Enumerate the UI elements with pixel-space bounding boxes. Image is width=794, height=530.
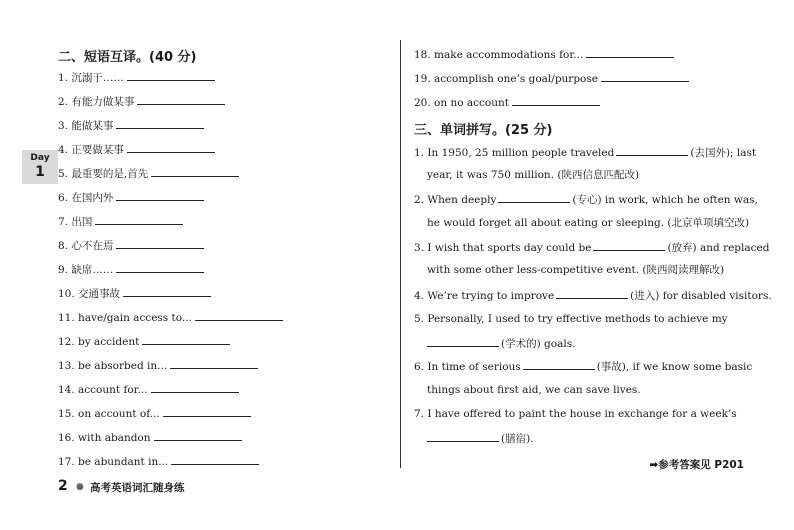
answer-blank[interactable] — [427, 336, 499, 347]
question-line: he would forget all about eating or sleeping. (北京单项填空改) — [427, 217, 750, 229]
answer-blank[interactable] — [127, 70, 215, 81]
list-item: 15. on account of... — [58, 406, 251, 421]
day-label: Day — [30, 153, 50, 163]
list-item: 1. 沉溺于…… — [58, 70, 215, 85]
list-item: 18. make accommodations for... — [414, 47, 674, 62]
answer-blank[interactable] — [142, 334, 230, 345]
list-item: 3. 能做某事 — [58, 118, 204, 133]
answer-blank[interactable] — [498, 192, 570, 203]
question-line: 4. We’re trying to improve (进入) for disabled visitors. — [414, 290, 772, 302]
bullet-icon: ● — [76, 482, 84, 492]
section3-title: 三、单词拼写。(25 分) — [414, 123, 553, 138]
list-item: 20. on no account — [414, 95, 600, 110]
answer-blank[interactable] — [95, 214, 183, 225]
answer-blank[interactable] — [195, 310, 283, 321]
answer-blank[interactable] — [556, 288, 628, 299]
answer-blank[interactable] — [586, 47, 674, 58]
question-line: (学术的) goals. — [427, 336, 575, 351]
question-line: 5. Personally, I used to try effective methods to achieve my — [414, 313, 728, 325]
answer-blank[interactable] — [616, 145, 688, 156]
answer-blank[interactable] — [116, 118, 204, 129]
list-item: 12. by accident — [58, 334, 230, 349]
list-item: 13. be absorbed in... — [58, 358, 258, 373]
book-title: 高考英语词汇随身练 — [90, 482, 185, 494]
list-item: 10. 交通事故 — [58, 286, 211, 301]
day-tab — [22, 150, 58, 184]
question-line: year, it was 750 million. (陕西信息匹配改) — [427, 169, 640, 181]
question-line: with some other less-competitive event. (陕西阅读理解改) — [427, 264, 725, 276]
list-item: 17. be abundant in... — [58, 454, 259, 469]
list-item: 16. with abandon — [58, 430, 242, 445]
list-item: 9. 缺席…… — [58, 262, 204, 277]
answer-blank[interactable] — [116, 262, 204, 273]
list-item: 14. account for... — [58, 382, 239, 397]
question-line: (膳宿). — [427, 431, 534, 446]
answer-blank[interactable] — [137, 94, 225, 105]
answer-blank[interactable] — [116, 190, 204, 201]
answer-blank[interactable] — [151, 382, 239, 393]
question-line: 6. In time of serious (事故), if we know some basic — [414, 361, 753, 373]
answer-blank[interactable] — [523, 359, 595, 370]
column-divider — [400, 40, 401, 468]
day-number: 1 — [35, 164, 45, 180]
question-line: 7. I have offered to paint the house in exchange for a week’s — [414, 408, 737, 420]
list-item: 5. 最重要的是,首先 — [58, 166, 239, 181]
question-line: 3. I wish that sports day could be (放弃) and replaced — [414, 242, 770, 254]
list-item: 6. 在国内外 — [58, 190, 204, 205]
question-line: 2. When deeply (专心) in work, which he often was, — [414, 194, 758, 206]
answer-blank[interactable] — [601, 71, 689, 82]
list-item: 7. 出国 — [58, 214, 183, 229]
answer-blank[interactable] — [171, 454, 259, 465]
list-item: 11. have/gain access to... — [58, 310, 283, 325]
answer-blank[interactable] — [151, 166, 239, 177]
list-item: 4. 正要做某事 — [58, 142, 215, 157]
answer-blank[interactable] — [154, 430, 242, 441]
list-item: 19. accomplish one’s goal/purpose — [414, 71, 689, 86]
answer-blank[interactable] — [163, 406, 251, 417]
answer-blank[interactable] — [170, 358, 258, 369]
list-item: 2. 有能力做某事 — [58, 94, 225, 109]
answer-blank[interactable] — [116, 238, 204, 249]
section2-title: 二、短语互译。(40 分) — [58, 50, 197, 65]
answer-blank[interactable] — [427, 431, 499, 442]
answer-blank[interactable] — [123, 286, 211, 297]
answer-blank[interactable] — [127, 142, 215, 153]
page-number: 2 — [58, 478, 68, 494]
answer-reference: ➡参考答案见 P201 — [649, 459, 744, 471]
answer-blank[interactable] — [593, 240, 665, 251]
answer-blank[interactable] — [512, 95, 600, 106]
question-line: 1. In 1950, 25 million people traveled (去国外); last — [414, 147, 757, 159]
list-item: 8. 心不在焉 — [58, 238, 204, 253]
question-line: things about first aid, we can save lives. — [427, 384, 641, 396]
